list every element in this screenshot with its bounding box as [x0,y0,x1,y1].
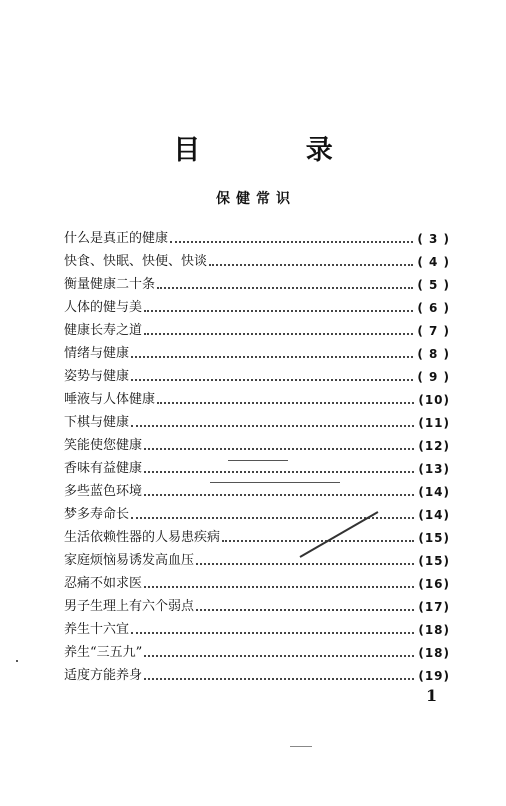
dot-leader [144,310,413,312]
toc-entry [64,454,450,477]
toc-entry-page: (13) [418,462,450,476]
toc-entry [64,592,450,615]
toc-entry [64,316,450,339]
toc-entry-title: 下棋与健康 [64,415,130,430]
toc-entry-page: (16) [418,577,450,591]
dot-leader [131,379,413,381]
scan-scratch [210,482,340,483]
dot-leader [209,264,413,266]
toc-entry [64,247,450,270]
dot-leader [157,287,413,289]
toc-entry [64,500,450,523]
toc-entry-title: 多些蓝色环境 [64,484,143,499]
toc-entry-page: (15) [418,554,450,568]
dot-leader [131,517,414,519]
toc-entry-title: 健康长寿之道 [64,323,143,338]
dot-leader [131,356,413,358]
section-heading: 保健常识 [216,191,296,207]
toc-entry-page: (12) [418,439,450,453]
toc-entry [64,431,450,454]
toc-entry-page: (14) [418,508,450,522]
toc-entry-title: 养生“三五九” [64,645,143,660]
toc-entry [64,270,450,293]
toc-entry [64,224,450,247]
toc-entry-page: ( 6 ) [417,301,450,315]
dot-leader [144,678,414,680]
toc-entry-title: 养生十六宜 [64,622,130,637]
dot-leader [144,494,414,496]
toc-entry-title: 衡量健康二十条 [64,277,156,292]
toc-entry-title: 家庭烦恼易诱发高血压 [64,553,195,568]
toc-entry-title: 忍痛不如求医 [64,576,143,591]
toc-entry [64,569,450,592]
toc-entry-title: 人体的健与美 [64,300,143,315]
toc-entry-title: 姿势与健康 [64,369,130,384]
toc-entry-page: ( 3 ) [417,232,450,246]
toc-entry [64,638,450,661]
toc-entry-page: (19) [418,669,450,683]
toc-entry [64,661,450,684]
toc-entry-page: ( 4 ) [417,255,450,269]
scan-speck [16,660,18,662]
dot-leader [196,563,414,565]
toc-entry-page: (18) [418,646,450,660]
toc-entry [64,362,450,385]
dot-leader [170,241,413,243]
dot-leader [144,586,414,588]
dot-leader [157,402,414,404]
toc-entry-page: (17) [418,600,450,614]
scan-speck [290,746,312,747]
toc-entry-title: 男子生理上有六个弱点 [64,599,195,614]
toc-entry [64,546,450,569]
toc-entry-page: ( 5 ) [417,278,450,292]
toc-entry-title: 笑能使您健康 [64,438,143,453]
toc-entry-title: 情绪与健康 [64,346,130,361]
toc-entry-page: ( 8 ) [417,347,450,361]
toc-entry-title: 快食、快眠、快便、快谈 [64,254,208,269]
dot-leader [144,655,414,657]
toc-entry-page: (14) [418,485,450,499]
toc-entry [64,385,450,408]
toc-entry-page: (15) [418,531,450,545]
table-of-contents [64,224,450,684]
toc-entry-title: 生活依赖性器的人易患疾病 [64,530,221,545]
toc-entry-title: 适度方能养身 [64,668,143,683]
dot-leader [196,609,414,611]
dot-leader [131,425,414,427]
toc-entry-page: ( 9 ) [417,370,450,384]
dot-leader [144,333,413,335]
dot-leader [144,448,414,450]
toc-entry-page: (18) [418,623,450,637]
toc-entry [64,408,450,431]
toc-entry [64,523,450,546]
dot-leader [144,471,414,473]
toc-entry [64,477,450,500]
toc-entry [64,615,450,638]
dot-leader [222,540,414,542]
toc-entry [64,339,450,362]
page-title: 目 录 [173,135,381,166]
toc-entry [64,293,450,316]
toc-entry-page: ( 7 ) [417,324,450,338]
toc-entry-title: 香味有益健康 [64,461,143,476]
toc-entry-page: (10) [418,393,450,407]
dot-leader [131,632,414,634]
toc-entry-title: 什么是真正的健康 [64,231,169,246]
page-number: 1 [426,686,438,705]
toc-entry-title: 唾液与人体健康 [64,392,156,407]
scan-scratch [228,460,288,461]
toc-entry-title: 梦多寿命长 [64,507,130,522]
toc-entry-page: (11) [418,416,450,430]
